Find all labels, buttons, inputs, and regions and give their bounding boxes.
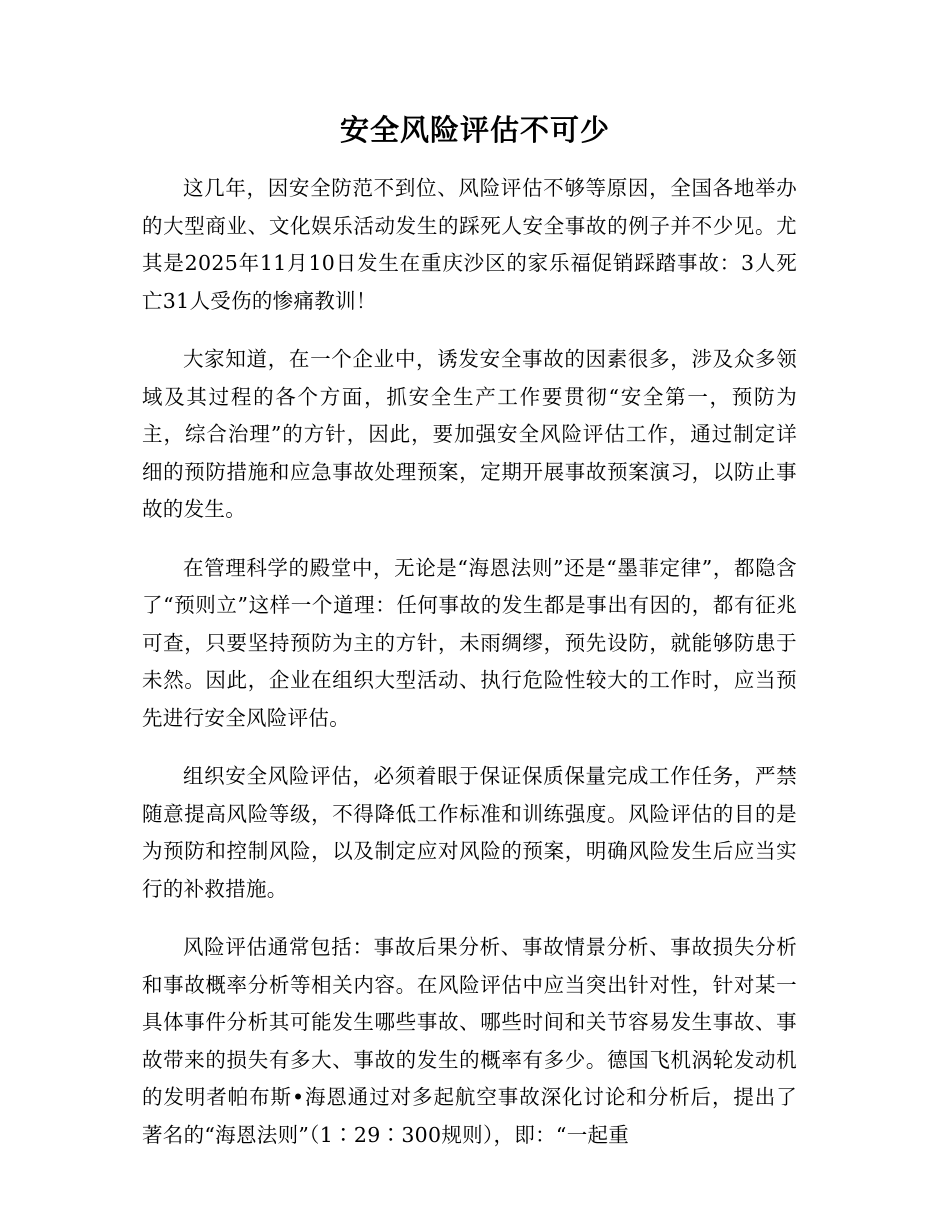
document-body [142, 170, 797, 1175]
document-title: 安全风险评估不可少 [339, 113, 610, 147]
paragraph-1: 这几年，因安全防范不到位、风险评估不够等原因，全国各地举办的大型商业、文化娱乐活动发生的踩死人安全事故的例子并不少见。尤其是2025年11月10日发生在重庆沙区的家乐福促销踩踏事故：3人死亡31人受伤的惨痛教训！ [142, 176, 797, 313]
paragraph-4: 组织安全风险评估，必须着眼于保证保质保量完成工作任务，严禁随意提高风险等级，不得降低工作标准和训练强度。风险评估的目的是为预防和控制风险，以及制定应对风险的预案，明确风险发生后应当实行的补救措施。 [142, 764, 797, 901]
paragraph-5: 风险评估通常包括：事故后果分析、事故情景分析、事故损失分析和事故概率分析等相关内容。在风险评估中应当突出针对性，针对某一具体事件分析其可能发生哪些事故、哪些时间和关节容易发生事故、事故带来的损失有多大、事故的发生的概率有多少。德国飞机涡轮发动机的发明者帕布斯•海恩通过对多起航空事故深化讨论和分析后，提出了著名的“海恩法则”（1∶29∶300规则），即：“一起重 [142, 935, 797, 1147]
paragraph-2: 大家知道，在一个企业中，诱发安全事故的因素很多，涉及众多领域及其过程的各个方面，抓安全生产工作要贯彻“安全第一，预防为主，综合治理”的方针，因此，要加强安全风险评估工作，通过制定详细的预防措施和应急事故处理预案，定期开展事故预案演习，以防止事故的发生。 [142, 347, 797, 521]
paragraph-3: 在管理科学的殿堂中，无论是“海恩法则”还是“墨菲定律”，都隐含了“预则立”这样一个道理：任何事故的发生都是事出有因的，都有征兆可查，只要坚持预防为主的方针，未雨绸缪，预先设防，就能够防患于未然。因此，企业在组织大型活动、执行危险性较大的工作时，应当预先进行安全风险评估。 [142, 555, 797, 730]
